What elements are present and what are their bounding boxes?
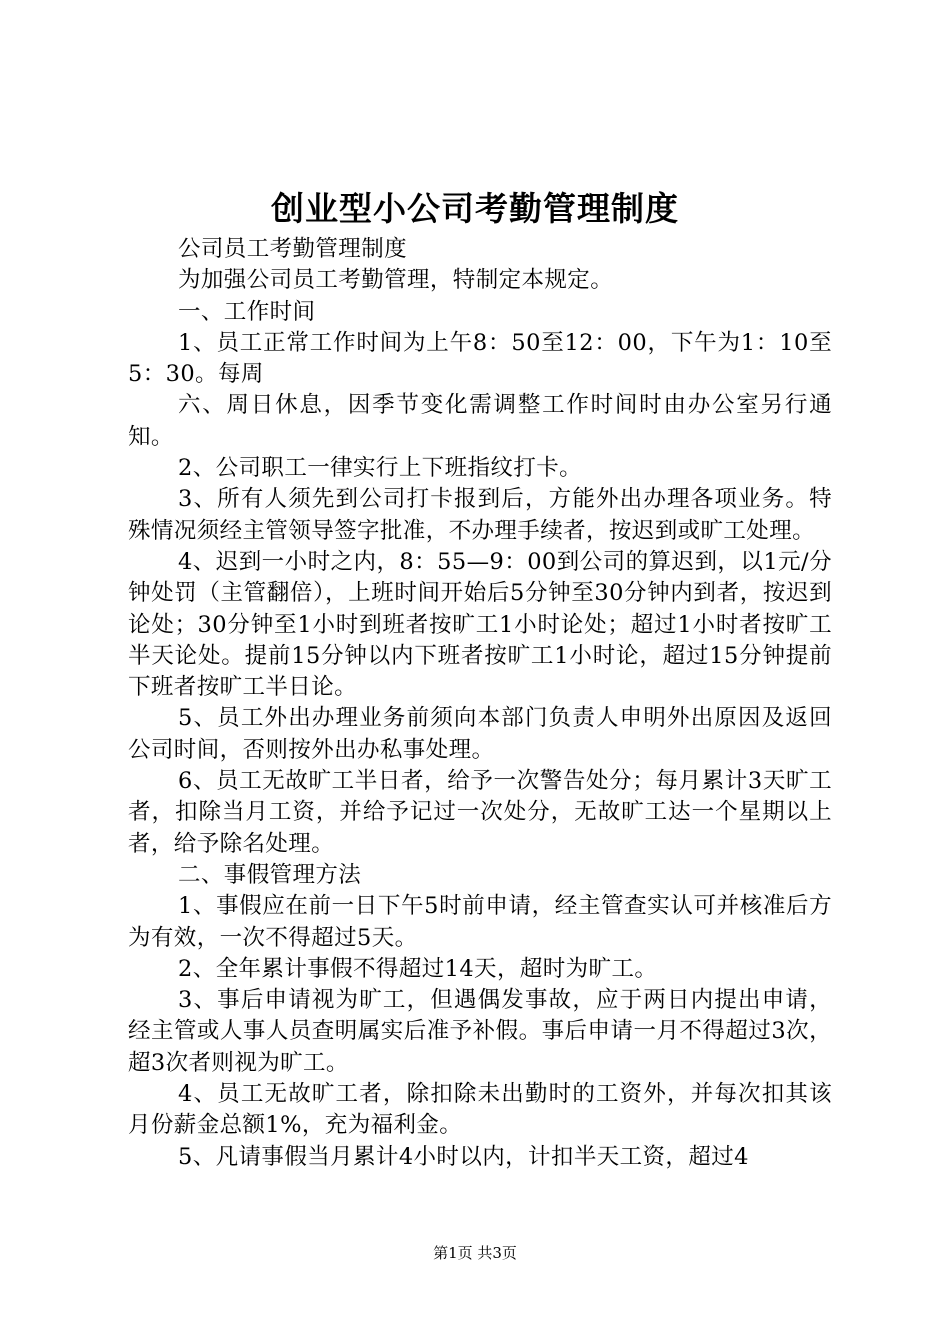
section-heading: 二、事假管理方法 [178,861,362,888]
page-number: 第1页 [433,1244,473,1262]
paragraph: 4、员工无故旷工者，除扣除未出勤时的工资外，并每次扣其该月份薪金总额1%，充为福利金。 [128,1081,832,1139]
section-heading: 一、工作时间 [178,298,316,325]
paragraph: 公司员工考勤管理制度 [178,236,408,262]
paragraph: 1、员工正常工作时间为上午8：50至12：00，下午为1：10至5：30。每周 [128,329,832,388]
document-title: 创业型小公司考勤管理制度 [271,189,679,228]
paragraph: 2、全年累计事假不得超过14天，超时为旷工。 [178,955,658,982]
paragraph: 1、事假应在前一日下午5时前申请，经主管查实认可并核准后方为有效，一次不得超过5天。 [128,893,832,951]
page-total: 共3页 [477,1244,517,1262]
paragraph: 为加强公司员工考勤管理，特制定本规定。 [178,267,614,294]
document-body [128,234,832,1173]
page-footer [0,1243,950,1263]
paragraph: 3、所有人须先到公司打卡报到后，方能外出办理各项业务。特殊情况须经主管领导签字批准，不办理手续者，按迟到或旷工处理。 [128,486,832,544]
paragraph: 5、凡请事假当月累计4小时以内，计扣半天工资，超过4 [178,1143,749,1170]
paragraph: 6、员工无故旷工半日者，给予一次警告处分；每月累计3天旷工者，扣除当月工资，并给予记过一次处分，无故旷工达一个星期以上者，给予除名处理。 [128,768,832,857]
paragraph: 3、事后申请视为旷工，但遇偶发事故，应于两日内提出申请，经主管或人事人员查明属实后准予补假。事后申请一月不得超过3次，超3次者则视为旷工。 [128,987,832,1076]
paragraph: 4、迟到一小时之内，8：55—9：00到公司的算迟到，以1元/分钟处罚（主管翻倍），上班时间开始后5分钟至30分钟内到者，按迟到论处；30分钟至1小时到班者按旷工1小时论处；超过1小时者按旷工半天论处。提前15分钟以内下班者按旷工1小时论，超过15分钟提前下班者按旷工半日论。 [128,548,832,701]
paragraph: 2、公司职工一律实行上下班指纹打卡。 [178,455,583,482]
paragraph: 六、周日休息，因季节变化需调整工作时间时由办公室另行通知。 [128,392,832,450]
paragraph: 5、员工外出办理业务前须向本部门负责人申明外出原因及返回公司时间，否则按外出办私事处理。 [128,705,832,763]
